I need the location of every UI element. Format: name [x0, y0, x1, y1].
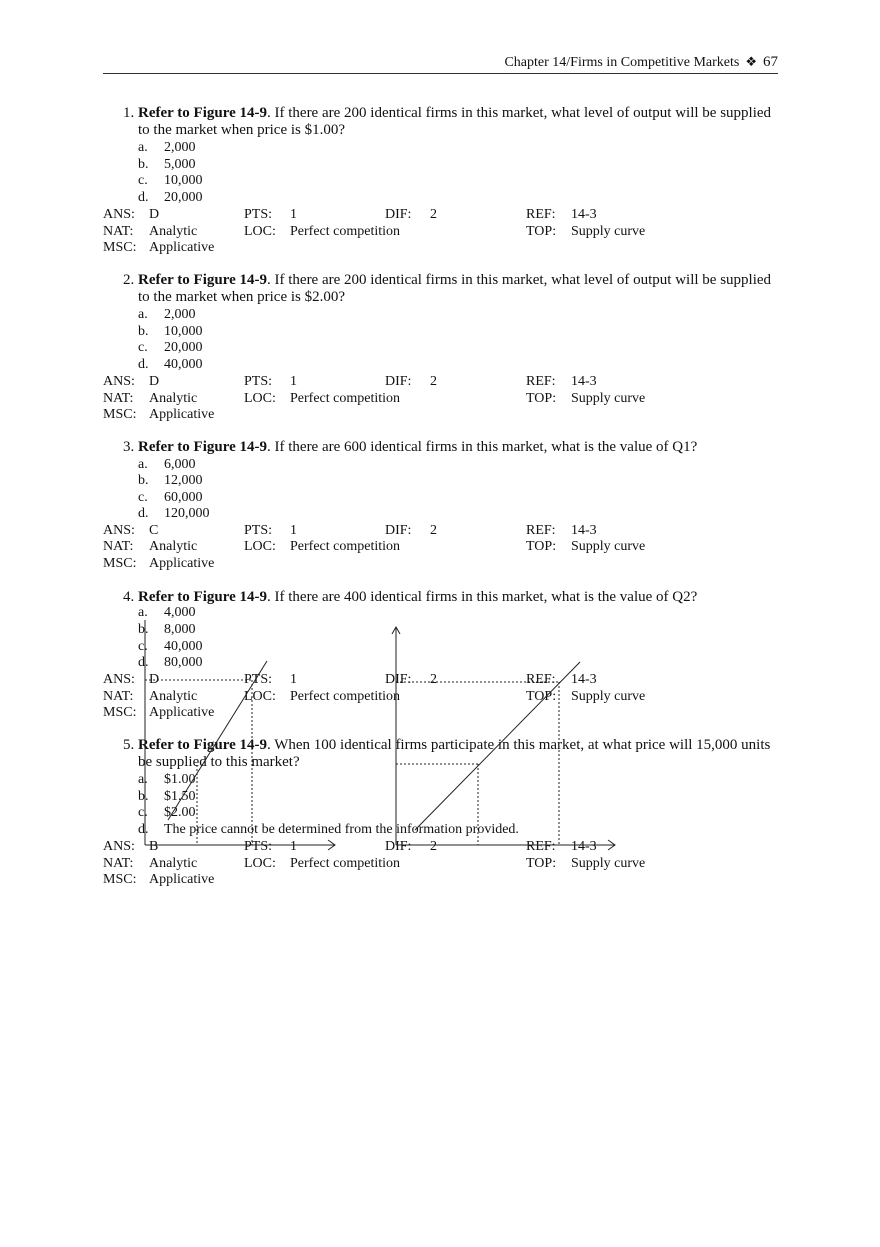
option-b: b. 8,000 — [138, 622, 196, 637]
question-number: 4. — [123, 589, 135, 605]
option-b: b. 10,000 — [138, 324, 203, 339]
option-c: c. 60,000 — [138, 490, 203, 505]
option-c: c. 10,000 — [138, 173, 203, 188]
question-stem — [123, 272, 783, 306]
ref-value: 14-3 — [571, 207, 597, 222]
msc-label: MSC: — [103, 705, 137, 720]
option-c: c. 20,000 — [138, 340, 203, 355]
loc-value: Perfect competition — [290, 391, 401, 406]
pts-value: 1 — [290, 523, 297, 538]
nat-label: NAT: — [103, 689, 134, 704]
option-b: b. 5,000 — [138, 157, 196, 172]
dif-label: DIF: — [385, 374, 412, 389]
ans-value: D — [149, 374, 160, 389]
msc-value: Applicative — [149, 872, 215, 887]
pts-value: 1 — [290, 672, 297, 687]
pts-label: PTS: — [244, 672, 273, 687]
question-number: 3. — [123, 439, 135, 455]
option-a: a. 2,000 — [138, 307, 196, 322]
option-d: d. 120,000 — [138, 506, 210, 521]
option-d: d. The price cannot be determined from the information provided. — [138, 822, 519, 837]
msc-label: MSC: — [103, 556, 137, 571]
loc-label: LOC: — [244, 224, 276, 239]
ref-label: REF: — [526, 672, 556, 687]
pts-label: PTS: — [244, 523, 273, 538]
ans-value: D — [149, 672, 160, 687]
figure-reference: Refer to Figure 14-9 — [138, 737, 267, 753]
ans-value: B — [149, 839, 159, 854]
right-x-arrow-icon — [608, 840, 615, 850]
loc-label: LOC: — [244, 539, 276, 554]
page-header — [103, 53, 778, 74]
msc-label: MSC: — [103, 407, 137, 422]
ans-value: C — [149, 523, 159, 538]
dif-label: DIF: — [385, 839, 412, 854]
left-x-arrow-icon — [328, 840, 335, 850]
msc-value: Applicative — [149, 407, 215, 422]
question-text: . If there are 200 identical firms in this market, what level of output will be supplied to the market when price is $1.00? — [138, 105, 772, 138]
ref-value: 14-3 — [571, 672, 597, 687]
loc-label: LOC: — [244, 856, 276, 871]
ref-value: 14-3 — [571, 374, 597, 389]
option-a: a. 2,000 — [138, 140, 196, 155]
figure-reference: Refer to Figure 14-9 — [138, 105, 267, 121]
dif-value: 2 — [430, 374, 437, 389]
nat-value: Analytic — [149, 539, 198, 554]
pts-label: PTS: — [244, 207, 273, 222]
loc-label: LOC: — [244, 689, 276, 704]
ans-label: ANS: — [103, 523, 135, 538]
ref-label: REF: — [526, 523, 556, 538]
chapter-title: Chapter 14/Firms in Competitive Markets — [504, 55, 740, 70]
option-c: c. $2.00 — [138, 805, 196, 820]
nat-value: Analytic — [149, 224, 198, 239]
question-stem — [123, 589, 783, 606]
figure-reference: Refer to Figure 14-9 — [138, 589, 267, 605]
nat-value: Analytic — [149, 856, 198, 871]
dif-value: 2 — [430, 672, 437, 687]
top-label: TOP: — [526, 689, 557, 704]
option-c: c. 40,000 — [138, 639, 203, 654]
nat-value: Analytic — [149, 689, 198, 704]
dif-value: 2 — [430, 523, 437, 538]
ans-label: ANS: — [103, 839, 135, 854]
ans-label: ANS: — [103, 374, 135, 389]
pts-label: PTS: — [244, 839, 273, 854]
ref-label: REF: — [526, 374, 556, 389]
dif-label: DIF: — [385, 207, 412, 222]
ref-label: REF: — [526, 839, 556, 854]
ref-label: REF: — [526, 207, 556, 222]
loc-value: Perfect competition — [290, 539, 401, 554]
top-label: TOP: — [526, 224, 557, 239]
ans-value: D — [149, 207, 160, 222]
msc-label: MSC: — [103, 872, 137, 887]
ans-label: ANS: — [103, 672, 135, 687]
dif-value: 2 — [430, 839, 437, 854]
nat-label: NAT: — [103, 224, 134, 239]
loc-value: Perfect competition — [290, 224, 401, 239]
nat-label: NAT: — [103, 856, 134, 871]
question-text: . If there are 200 identical firms in this market, what level of output will be supplied to the market when price is $2.00? — [138, 272, 772, 305]
dif-label: DIF: — [385, 523, 412, 538]
pts-value: 1 — [290, 207, 297, 222]
question-stem — [123, 439, 783, 456]
top-value: Supply curve — [571, 856, 646, 871]
nat-value: Analytic — [149, 391, 198, 406]
question-number: 5. — [123, 737, 135, 753]
figure-reference: Refer to Figure 14-9 — [138, 439, 267, 455]
pts-label: PTS: — [244, 374, 273, 389]
page-number: 67 — [763, 54, 778, 70]
top-label: TOP: — [526, 539, 557, 554]
dif-label: DIF: — [385, 672, 412, 687]
option-d: d. 20,000 — [138, 190, 203, 205]
question-text: . If there are 400 identical firms in this market, what is the value of Q2? — [267, 589, 698, 605]
option-a: a. 6,000 — [138, 457, 196, 472]
ref-value: 14-3 — [571, 523, 597, 538]
msc-label: MSC: — [103, 240, 137, 255]
question-text: . If there are 600 identical firms in this market, what is the value of Q1? — [267, 439, 698, 455]
pts-value: 1 — [290, 839, 297, 854]
msc-value: Applicative — [149, 240, 215, 255]
question-number: 2. — [123, 272, 135, 288]
top-value: Supply curve — [571, 224, 646, 239]
question-stem — [123, 105, 783, 139]
option-d: d. 80,000 — [138, 655, 203, 670]
nat-label: NAT: — [103, 391, 134, 406]
msc-value: Applicative — [149, 556, 215, 571]
loc-value: Perfect competition — [290, 856, 401, 871]
option-b: b. $1.50 — [138, 789, 196, 804]
ans-label: ANS: — [103, 207, 135, 222]
question-text: . When 100 identical firms participate in this market, at what price will 15,000 units be supplied to this market? — [138, 737, 771, 770]
msc-value: Applicative — [149, 705, 215, 720]
top-value: Supply curve — [571, 539, 646, 554]
ornament-icon: ❖ — [745, 54, 757, 69]
top-label: TOP: — [526, 391, 557, 406]
loc-value: Perfect competition — [290, 689, 401, 704]
option-a: a. 4,000 — [138, 605, 196, 620]
nat-label: NAT: — [103, 539, 134, 554]
option-b: b. 12,000 — [138, 473, 203, 488]
question-number: 1. — [123, 105, 135, 121]
right-y-arrow-icon — [392, 627, 400, 634]
option-a: a. $1.00 — [138, 772, 196, 787]
top-value: Supply curve — [571, 391, 646, 406]
option-d: d. 40,000 — [138, 357, 203, 372]
loc-label: LOC: — [244, 391, 276, 406]
top-value: Supply curve — [571, 689, 646, 704]
figure-reference: Refer to Figure 14-9 — [138, 272, 267, 288]
dif-value: 2 — [430, 207, 437, 222]
question-stem — [123, 737, 783, 771]
pts-value: 1 — [290, 374, 297, 389]
ref-value: 14-3 — [571, 839, 597, 854]
top-label: TOP: — [526, 856, 557, 871]
